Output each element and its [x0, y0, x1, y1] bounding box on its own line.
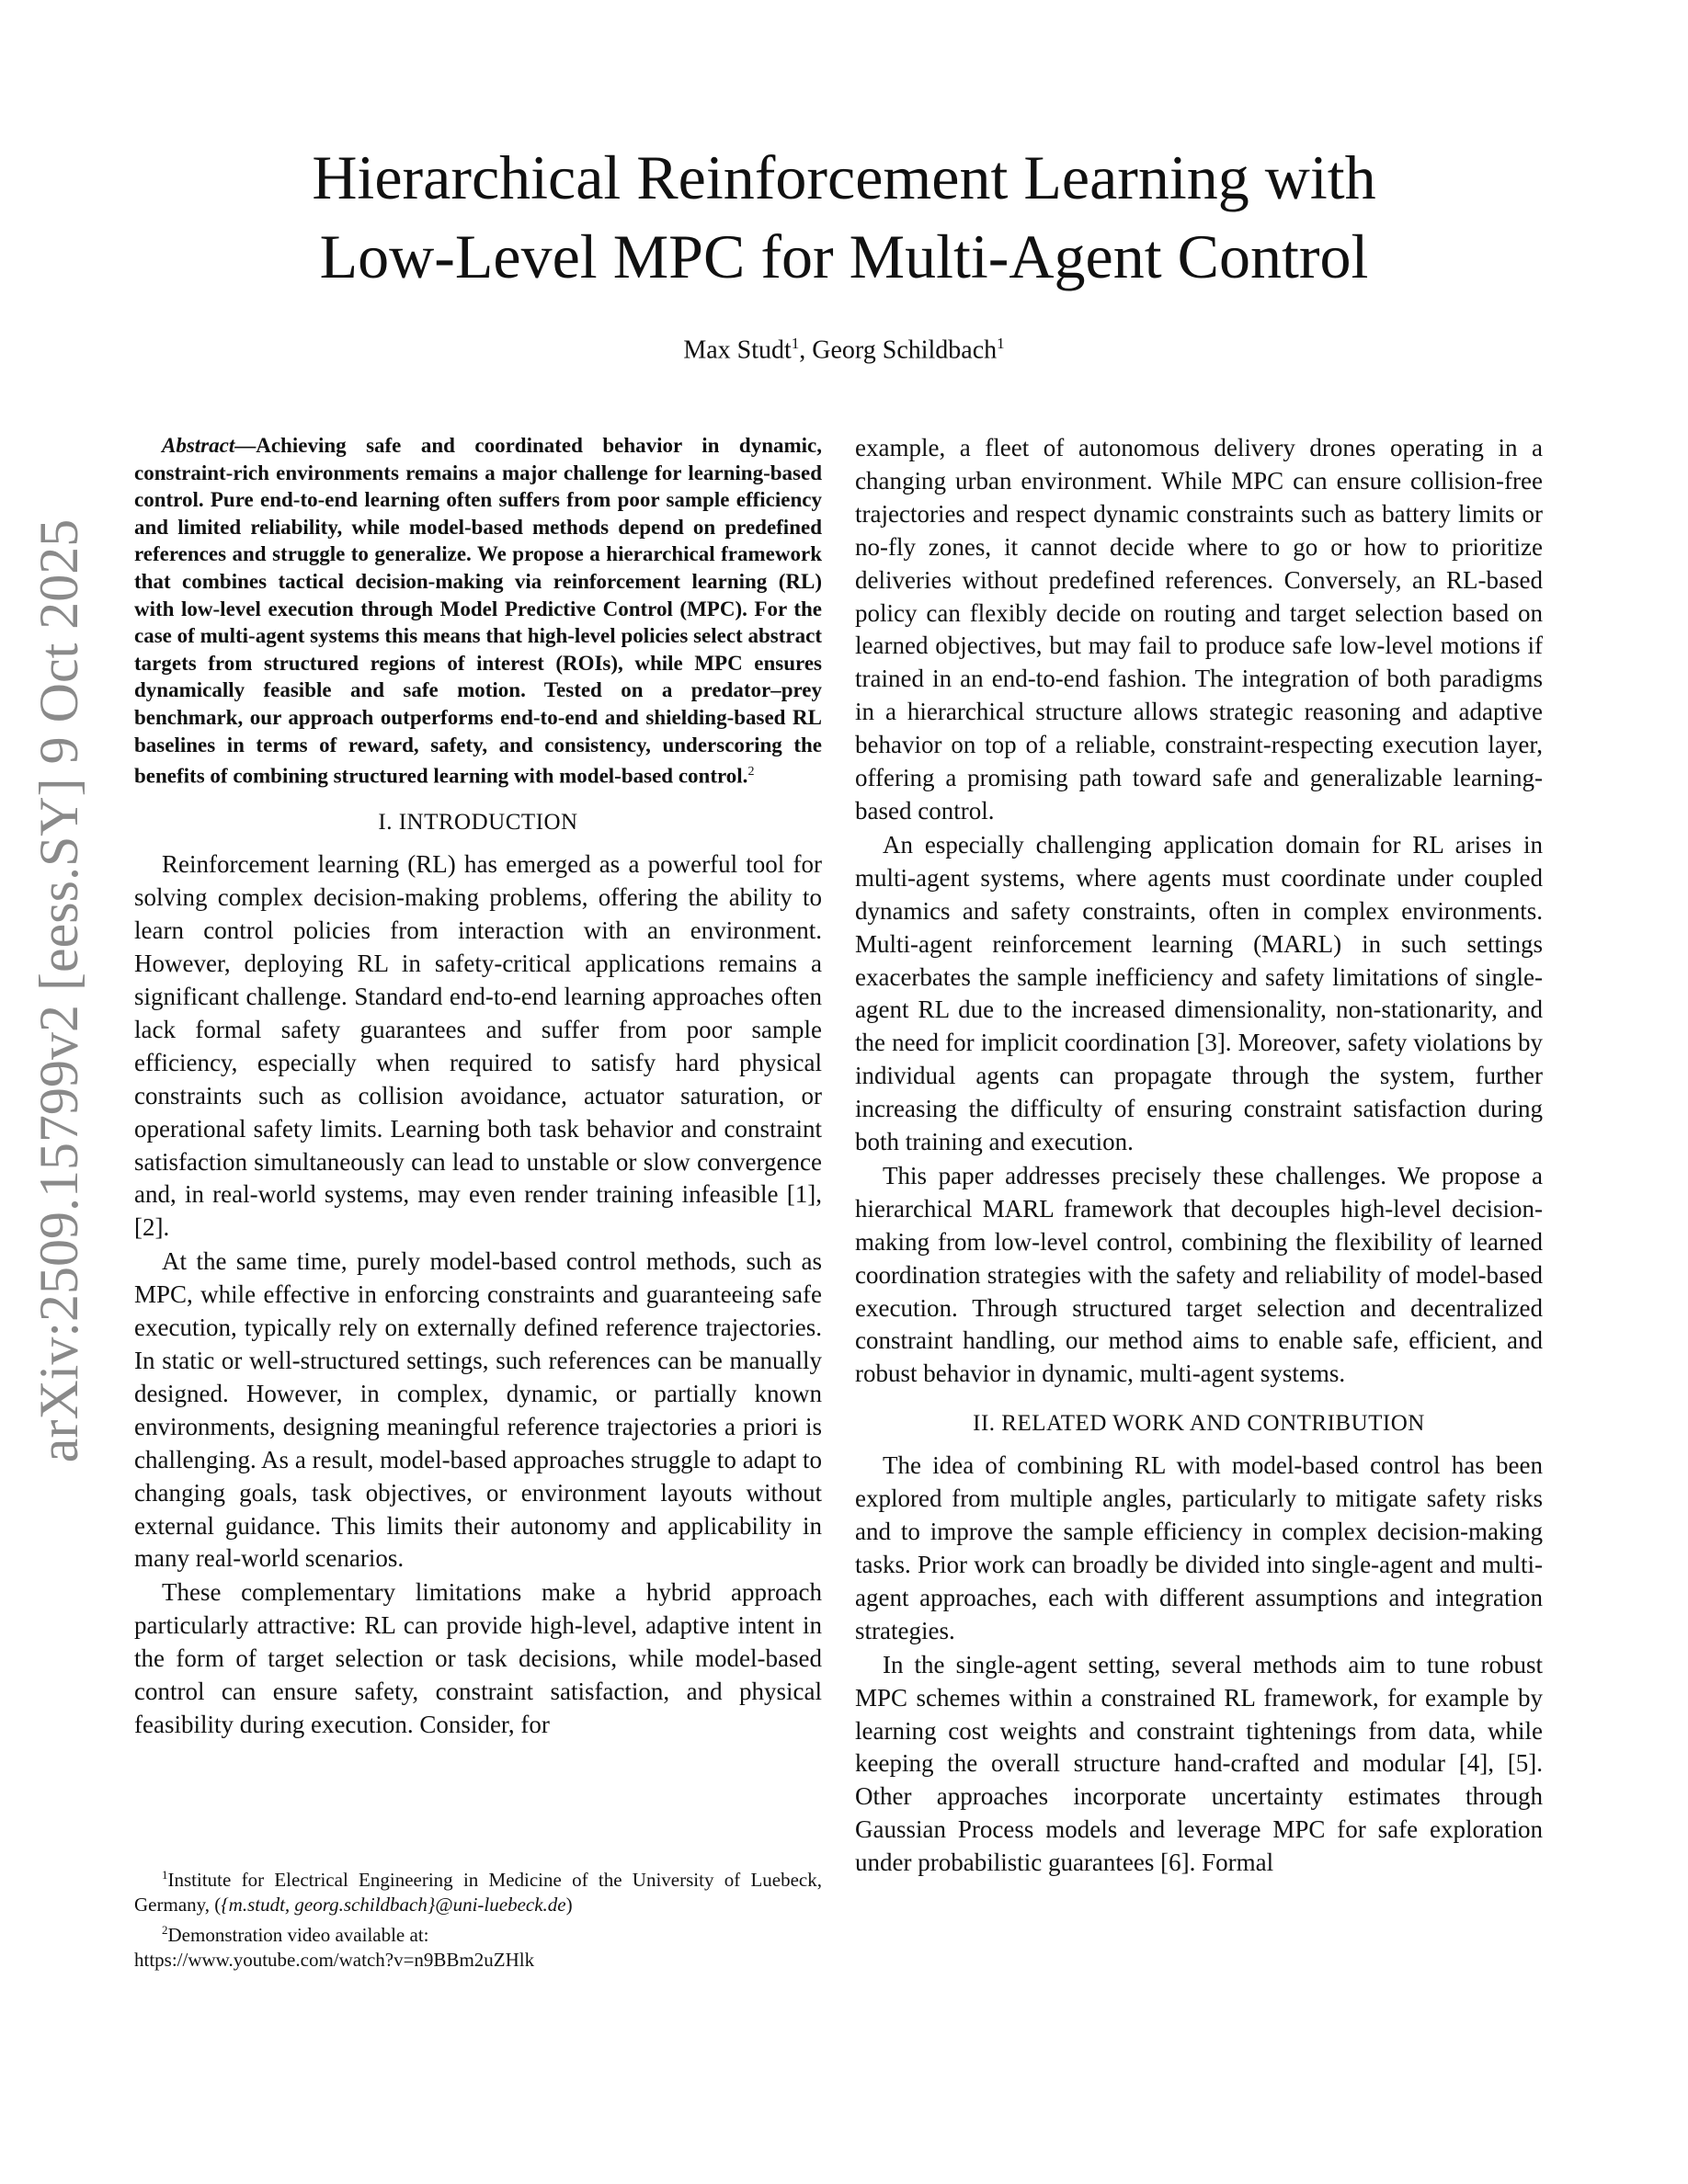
author-list	[138, 327, 1550, 367]
footnote-1	[134, 1862, 822, 1917]
body-paragraph: The idea of combining RL with model-based control has been explored from multiple angles, particularly to mitigate safety risks and to improve the sample efficiency in complex decision-making tasks. Prior work can broadly be divided into single-agent and multi-agent approaches, each with different assumptions and integration strategies.	[855, 1451, 1543, 1644]
abstract	[134, 432, 822, 790]
footnote-mark[interactable]: 2	[747, 765, 755, 779]
affiliation-mark: 1	[997, 335, 1005, 352]
author-separator: ,	[799, 336, 813, 365]
body-paragraph: In the single-agent setting, several methods aim to tune robust MPC schemes within a constrained RL framework, for example by learning cost weights and constraint tightenings from data, while keeping the overall structure hand-crafted and modular [4], [5]. Other approaches incorporate uncertainty estimates through Gaussian Process models and leverage MPC for safe exploration under probabilistic guarantees [6]. Formal	[855, 1650, 1543, 1877]
title-line-1: Hierarchical Reinforcement Learning with	[312, 142, 1376, 212]
footnote-mark: 1	[162, 1868, 168, 1882]
body-paragraph: Reinforcement learning (RL) has emerged as a powerful tool for solving complex decision-making problems, offering the ability to learn control policies from interaction with an environment. However, deploying RL in safety-critical applications remains a significant challenge. Standard end-to-end learning approaches often lack formal safety guarantees and suffer from poor sample efficiency, especially when required to satisfy hard physical constraints such as collision avoidance, actuator saturation, or operational safety limits. Learning both task behavior and constraint satisfaction simultaneously can lead to unstable or slow convergence and, in real-world systems, may even render training infeasible [1], [2].	[134, 850, 822, 1242]
video-link[interactable]: https://www.youtube.com/watch?v=n9BBm2uZHlk	[134, 1949, 535, 1971]
body-paragraph: At the same time, purely model-based control methods, such as MPC, while effective in enforcing constraints and guaranteeing safe execution, typically rely on externally defined reference trajectories. In static or well-structured settings, such references can be manually designed. However, in complex, dynamic, or partially known environments, designing meaningful reference trajectories a priori is challenging. As a result, model-based approaches struggle to adapt to changing goals, task objectives, or environment layouts without external guidance. This limits their autonomy and applicability in many real-world scenarios.	[134, 1247, 822, 1573]
body-paragraph: These complementary limitations make a hybrid approach particularly attractive: RL can provide high-level, adaptive intent in the form of target selection or task decisions, while model-based control can ensure safety, constraint satisfaction, and physical feasibility during execution. Consider, for	[134, 1578, 822, 1738]
author-name: Georg Schildbach	[812, 336, 998, 365]
right-column	[855, 432, 1543, 1881]
author-emails[interactable]: {m.studt, georg.schildbach}@uni-luebeck.de	[221, 1894, 566, 1916]
body-paragraph: example, a fleet of autonomous delivery drones operating in a changing urban environment. While MPC can ensure collision-free trajectories and respect dynamic constraints such as battery limits or no-fly zones, it cannot decide where to go or how to prioritize deliveries without predefined references. Conversely, an RL-based policy can flexibly decide on routing and target selection based on learned objectives, but may fail to produce safe low-level motions if trained in an end-to-end fashion. The integration of both paradigms in a hierarchical structure allows strategic reasoning and adaptive behavior on top of a reliable, constraint-respecting execution layer, offering a promising path toward safe and generalizable learning-based control.	[855, 434, 1543, 825]
body-paragraph: This paper addresses precisely these challenges. We propose a hierarchical MARL framework that decouples high-level decision-making from low-level control, combining the flexibility of learned coordination strategies with the safety and reliability of model-based execution. Through structured target selection and decentralized constraint handling, our method aims to enable safe, efficient, and robust behavior in dynamic, multi-agent systems.	[855, 1161, 1543, 1388]
abstract-text: Achieving safe and coordinated behavior in dynamic, constraint-rich environments remains a major challenge for learning-based control. Pure end-to-end learning often suffers from poor sample efficiency and limited reliability, while model-based methods depend on predefined references and struggle to generalize. We propose a hierarchical framework that combines tactical decision-making via reinforcement learning (RL) with low-level execution through Model Predictive Control (MPC). For the case of multi-agent systems this means that high-level policies select abstract targets from structured regions of interest (ROIs), while MPC ensures dynamically feasible and safe motion. Tested on a predator–prey benchmark, our approach outperforms end-to-end and shielding-based RL baselines in terms of reward, safety, and consistency, underscoring the benefits of combining structured learning with model-based control.	[134, 434, 822, 788]
arxiv-identifier-stamp[interactable]: arXiv:2509.15799v2 [eess.SY] 9 Oct 2025	[29, 518, 89, 1463]
footnotes	[134, 1862, 822, 1973]
footnote-text: Institute for Electrical Engineering in Medicine of the University of Luebeck, Germany, (	[134, 1869, 822, 1916]
footnote-2	[134, 1917, 822, 1948]
abstract-dash: —	[234, 434, 257, 457]
title-line-2: Low-Level MPC for Multi-Agent Control	[319, 222, 1369, 291]
section-heading-introduction: I. INTRODUCTION	[378, 810, 578, 836]
left-column	[134, 432, 822, 1743]
affiliation-mark: 1	[791, 335, 800, 352]
abstract-label: Abstract	[162, 434, 235, 457]
footnote-mark: 2	[162, 1923, 168, 1937]
author-name: Max Studt	[683, 336, 792, 365]
footnote-text: Demonstration video available at:	[167, 1924, 429, 1946]
footnote-text: )	[565, 1894, 573, 1916]
paper-title	[138, 138, 1550, 296]
body-paragraph: An especially challenging application domain for RL arises in multi-agent systems, where agents must coordinate under coupled dynamics and safety constraints, often in complex environments. Multi-agent reinforcement learning (MARL) in such settings exacerbates the sample inefficiency and safety limitations of single-agent RL due to the increased dimensionality, non-stationarity, and the need for implicit coordination [3]. Moreover, safety violations by individual agents can propagate through the system, further increasing the difficulty of ensuring constraint satisfaction during both training and execution.	[855, 830, 1543, 1156]
section-heading-related-work: II. RELATED WORK AND CONTRIBUTION	[973, 1411, 1425, 1437]
